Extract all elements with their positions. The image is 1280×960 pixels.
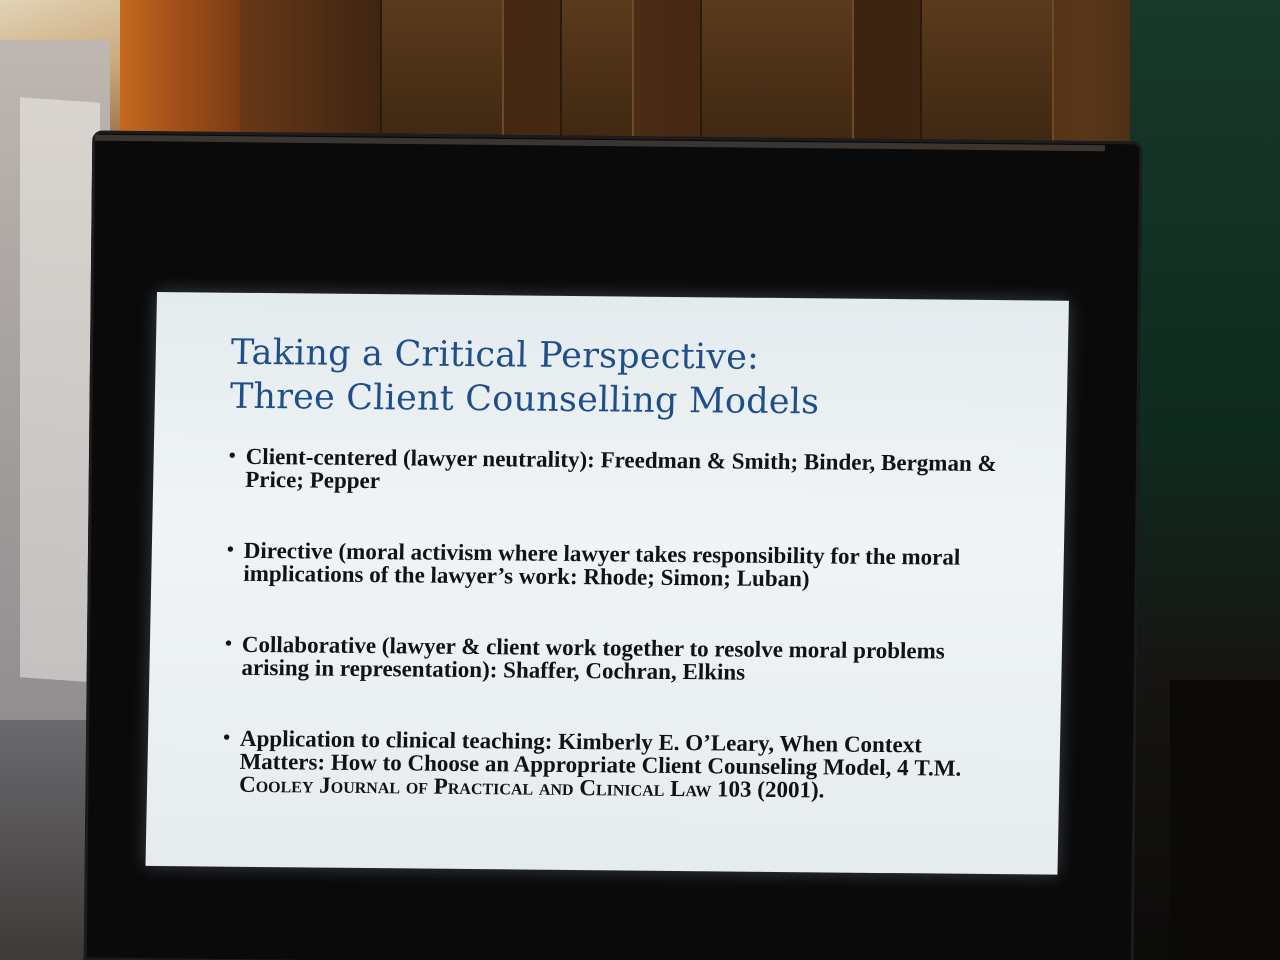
chair-silhouette	[1170, 680, 1280, 960]
journal-name: T.M. Cooley Journal of Practical and Clinical Law	[238, 755, 962, 802]
slide-title-line-2: Three Client Counselling Models	[229, 376, 820, 423]
slide-title-line-1: Taking a Critical Perspective:	[230, 332, 760, 378]
slide-title	[229, 331, 1008, 426]
bullet-list	[222, 445, 1006, 803]
bullet-directive: • Directive (moral activism where lawyer takes responsibility for the moral implications of the lawyer’s work: Rhode; Simon; Luban)	[226, 539, 1004, 592]
presentation-slide	[145, 292, 1068, 875]
citation-text: Application to clinical teaching: Kimberly E. O’Leary, When Context Matters: How to Choose an Appropriate Client Counseling Model, 4	[239, 725, 923, 781]
bullet-client-centered: • Client-centered (lawyer neutrality): Freedman & Smith; Binder, Bergman & Price; Pepper	[228, 445, 1006, 498]
bullet-application	[222, 727, 1000, 803]
bullet-collaborative: • Collaborative (lawyer & client work together to resolve moral problems arising in representation): Shaffer, Cochran, Elkins	[224, 633, 1002, 686]
citation-tail: 103 (2001).	[711, 776, 825, 803]
orange-curtain	[120, 0, 240, 150]
